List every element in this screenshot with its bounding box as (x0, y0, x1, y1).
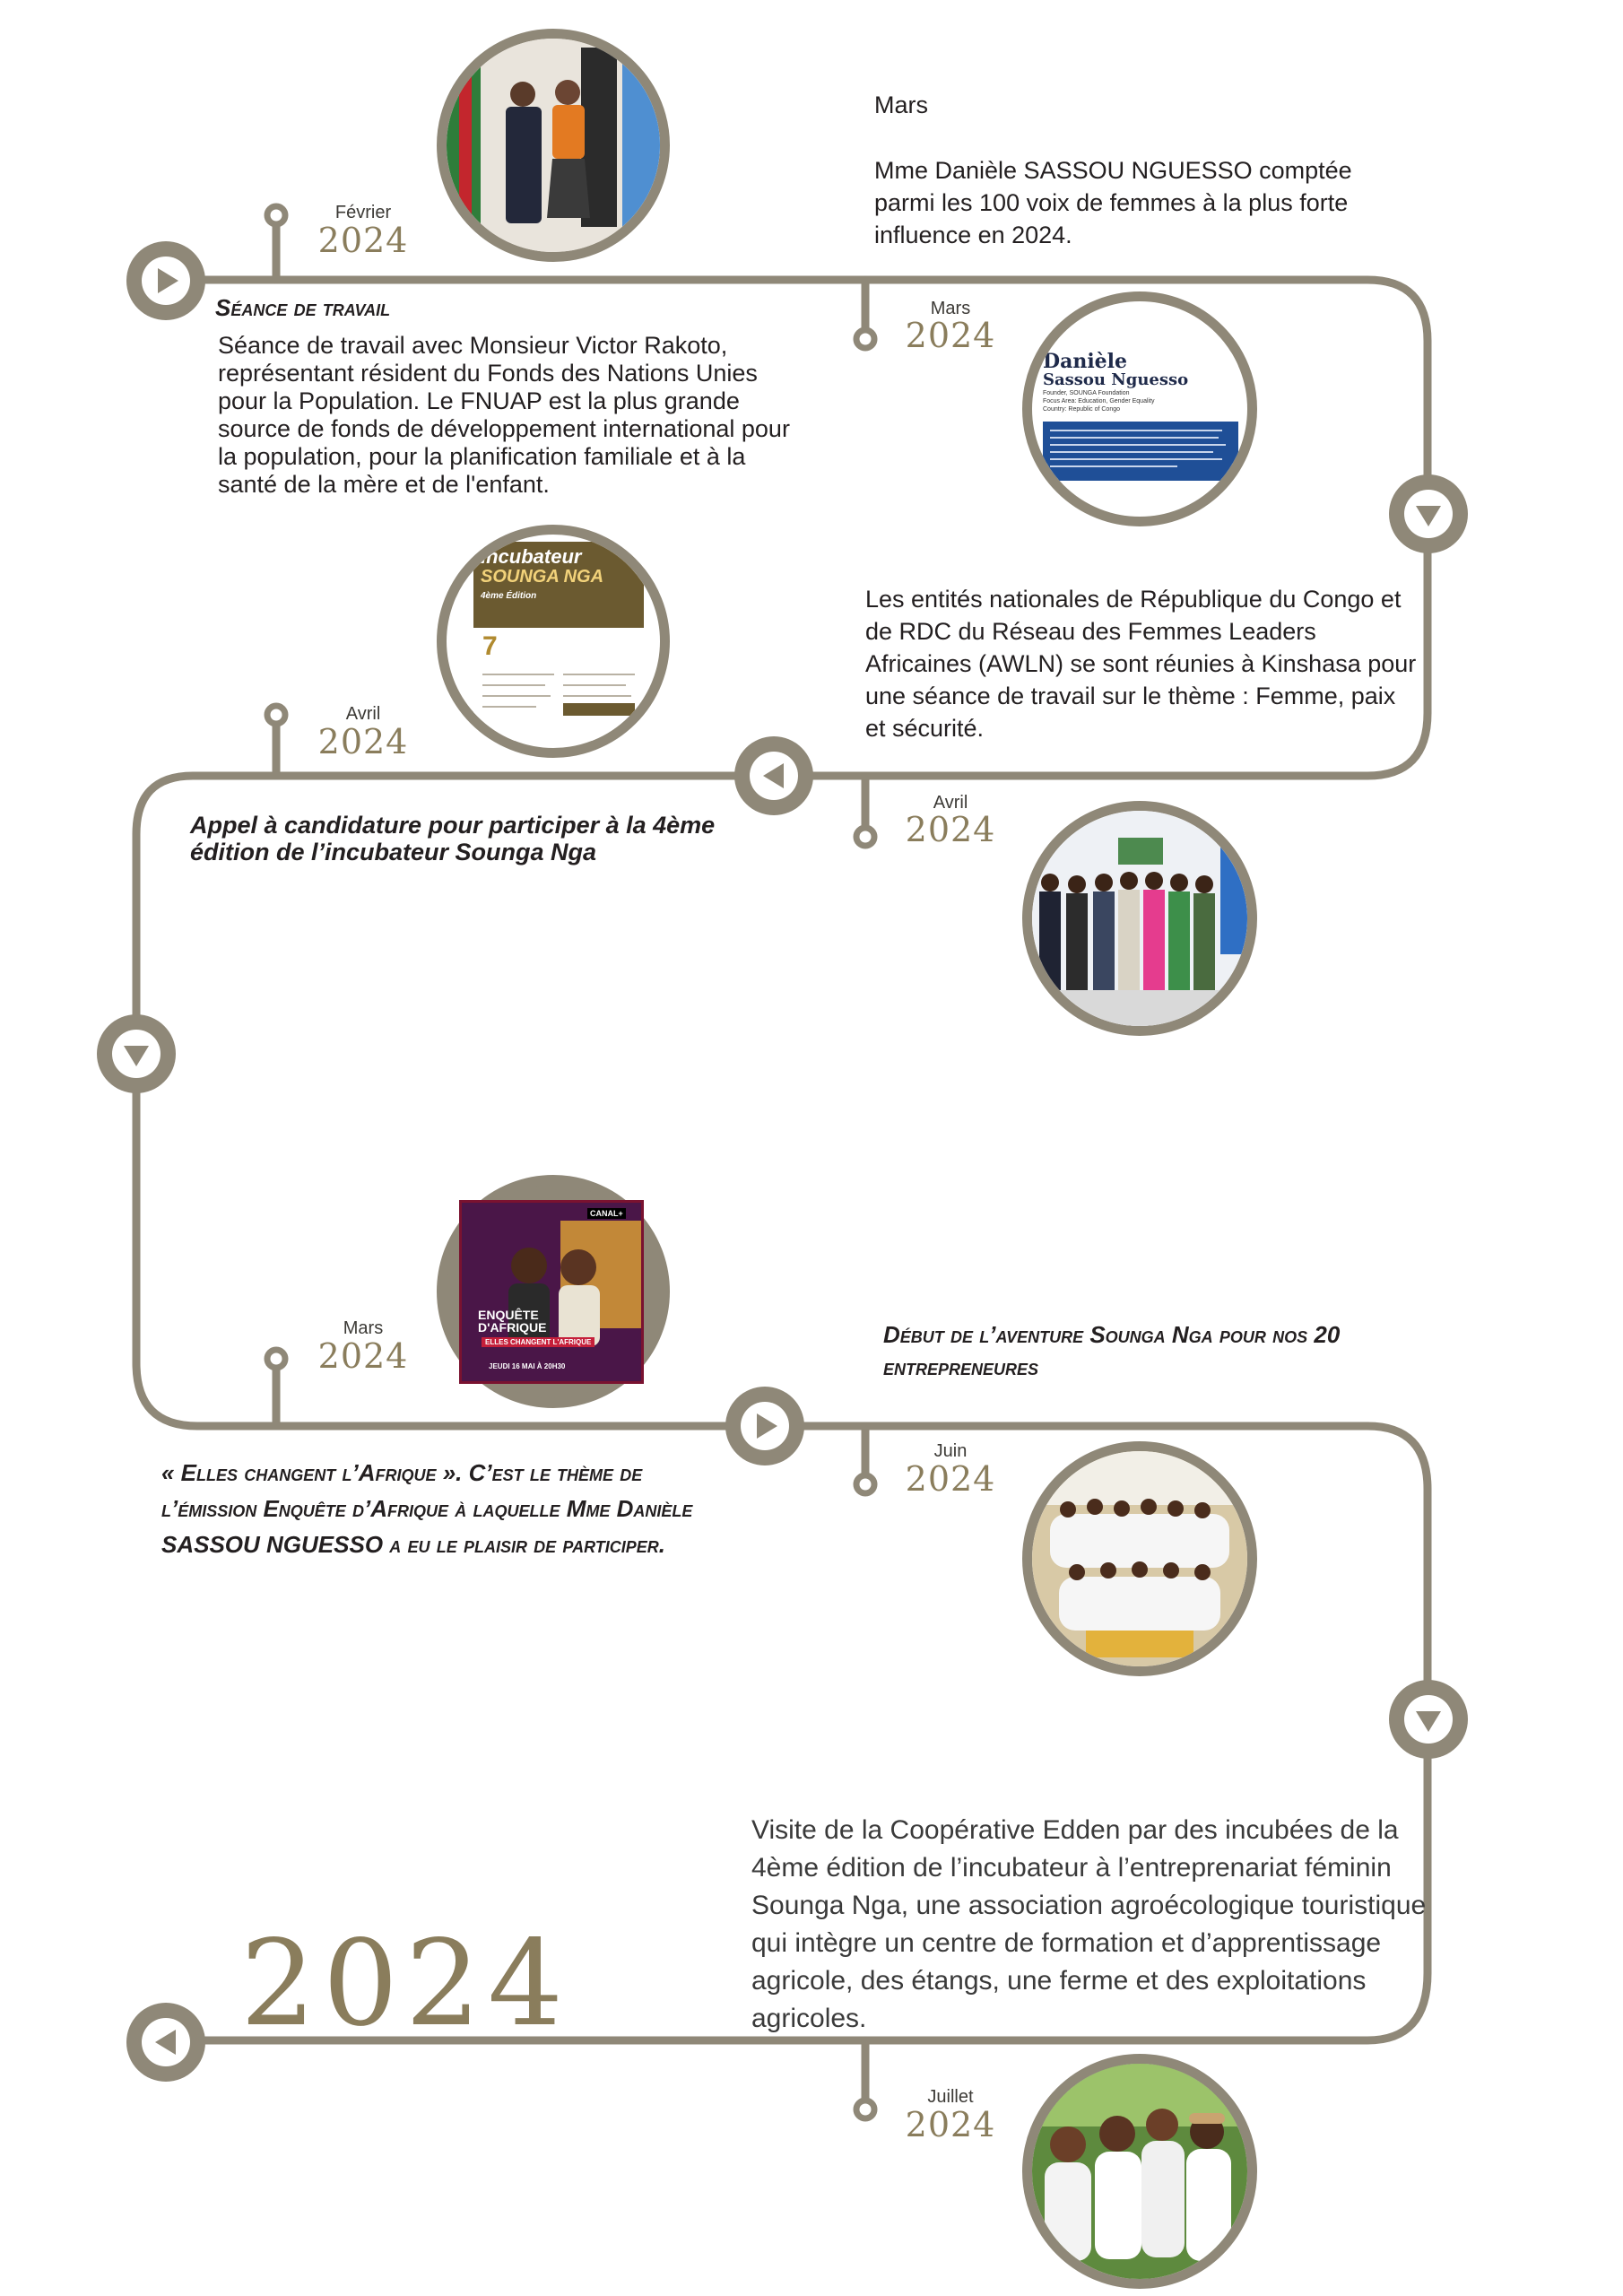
event-month: Février (334, 203, 392, 222)
arrow-down-icon[interactable] (1388, 1679, 1469, 1760)
poster-date: JEUDI 16 MAI À 20H30 (489, 1362, 566, 1370)
poster-edition: 4ème Édition (481, 591, 537, 601)
arrow-down-icon[interactable] (96, 1013, 177, 1094)
poster-weeks: 7 (482, 631, 498, 661)
event-title: Séance de travail (215, 294, 391, 321)
poster-title: SOUNGA NGA (481, 567, 604, 587)
event-description: « Elles changent l’Afrique ». C’est le thème de l’émission Enquête d’Afrique à laquelle Mme Danièle SASSOU NGUESSO a eu le plaisir de participer. (161, 1459, 693, 1558)
card-line: Founder, SOUNGA Foundation (1043, 390, 1130, 396)
event-year: 2024 (905, 316, 996, 355)
event-title: Appel à candidature pour participer à la 4ème édition de l’incubateur Sounga Nga (190, 812, 716, 865)
arrow-left-icon[interactable] (733, 735, 814, 816)
photo-incubator-poster (437, 525, 670, 758)
arrow-left-icon[interactable] (126, 2002, 206, 2083)
photo-canal-poster (459, 1200, 644, 1384)
photo-group-awln (1022, 801, 1257, 1036)
event-month: Juin (933, 1441, 968, 1461)
big-year-label: 2024 (240, 1915, 570, 2053)
poster-brand: CANAL+ (587, 1208, 626, 1219)
event-month: Avril (933, 793, 968, 813)
event-heading: Mars (874, 91, 928, 118)
card-line: Country: Republic of Congo (1043, 406, 1120, 413)
poster-title: D'AFRIQUE (478, 1320, 547, 1335)
event-year: 2024 (317, 1336, 409, 1376)
poster-subtitle: ELLES CHANGENT L'AFRIQUE (482, 1337, 595, 1347)
event-year: 2024 (317, 722, 409, 761)
event-description: Visite de la Coopérative Edden par des incubées de la 4ème édition de l’incubateur à l’entreprenariat féminin Sounga Nga, une association agroécologique touristique qui intègre un centre de formation et d’apprentissage agricole, des étangs, une ferme et des exploitations agricoles. (751, 1815, 1427, 2033)
play-right-icon[interactable] (126, 240, 206, 321)
event-month: Avril (345, 704, 381, 724)
arrow-down-icon[interactable] (1388, 474, 1469, 554)
event-month: Mars (930, 299, 971, 318)
card-line: Focus Area: Education, Gender Equality (1043, 398, 1155, 404)
event-year: 2024 (905, 1459, 996, 1499)
photo-group-entrepreneurs (1022, 1441, 1257, 1676)
event-title: Début de l’aventure Sounga Nga pour nos 20 entrepreneures (883, 1321, 1341, 1380)
card-blue-panel (1043, 422, 1238, 481)
photo-profile-card (1022, 291, 1257, 526)
play-right-icon[interactable] (725, 1386, 805, 1466)
event-year: 2024 (317, 221, 409, 260)
event-description: Séance de travail avec Monsieur Victor Rakoto, représentant résident du Fonds des Nations Unies pour la Population. Le FNUAP est la plus grande source de fonds de développement international pour la population, pour la planification familiale et à la santé de la mère et de l'enfant. (218, 332, 790, 498)
photo-meeting (437, 29, 670, 262)
poster-title: ENQUÊTE (478, 1308, 539, 1322)
card-name: Sassou Nguesso (1043, 370, 1189, 389)
event-description: Les entités nationales de République du Congo et de RDC du Réseau des Femmes Leaders Africaines (AWLN) se sont réunies à Kinshasa pour une séance de travail sur le thème : Femme, paix et sécurité. (865, 586, 1417, 742)
event-month: Juillet (927, 2087, 974, 2107)
event-description: Mme Danièle SASSOU NGUESSO comptée parmi les 100 voix de femmes à la plus forte influence en 2024. (874, 157, 1352, 248)
card-name: Danièle (1043, 350, 1128, 373)
event-year: 2024 (905, 2105, 996, 2144)
event-month: Mars (343, 1318, 384, 1338)
poster-title: Incubateur (481, 545, 582, 568)
event-year: 2024 (905, 810, 996, 849)
photo-visit-edden (1022, 2054, 1257, 2289)
